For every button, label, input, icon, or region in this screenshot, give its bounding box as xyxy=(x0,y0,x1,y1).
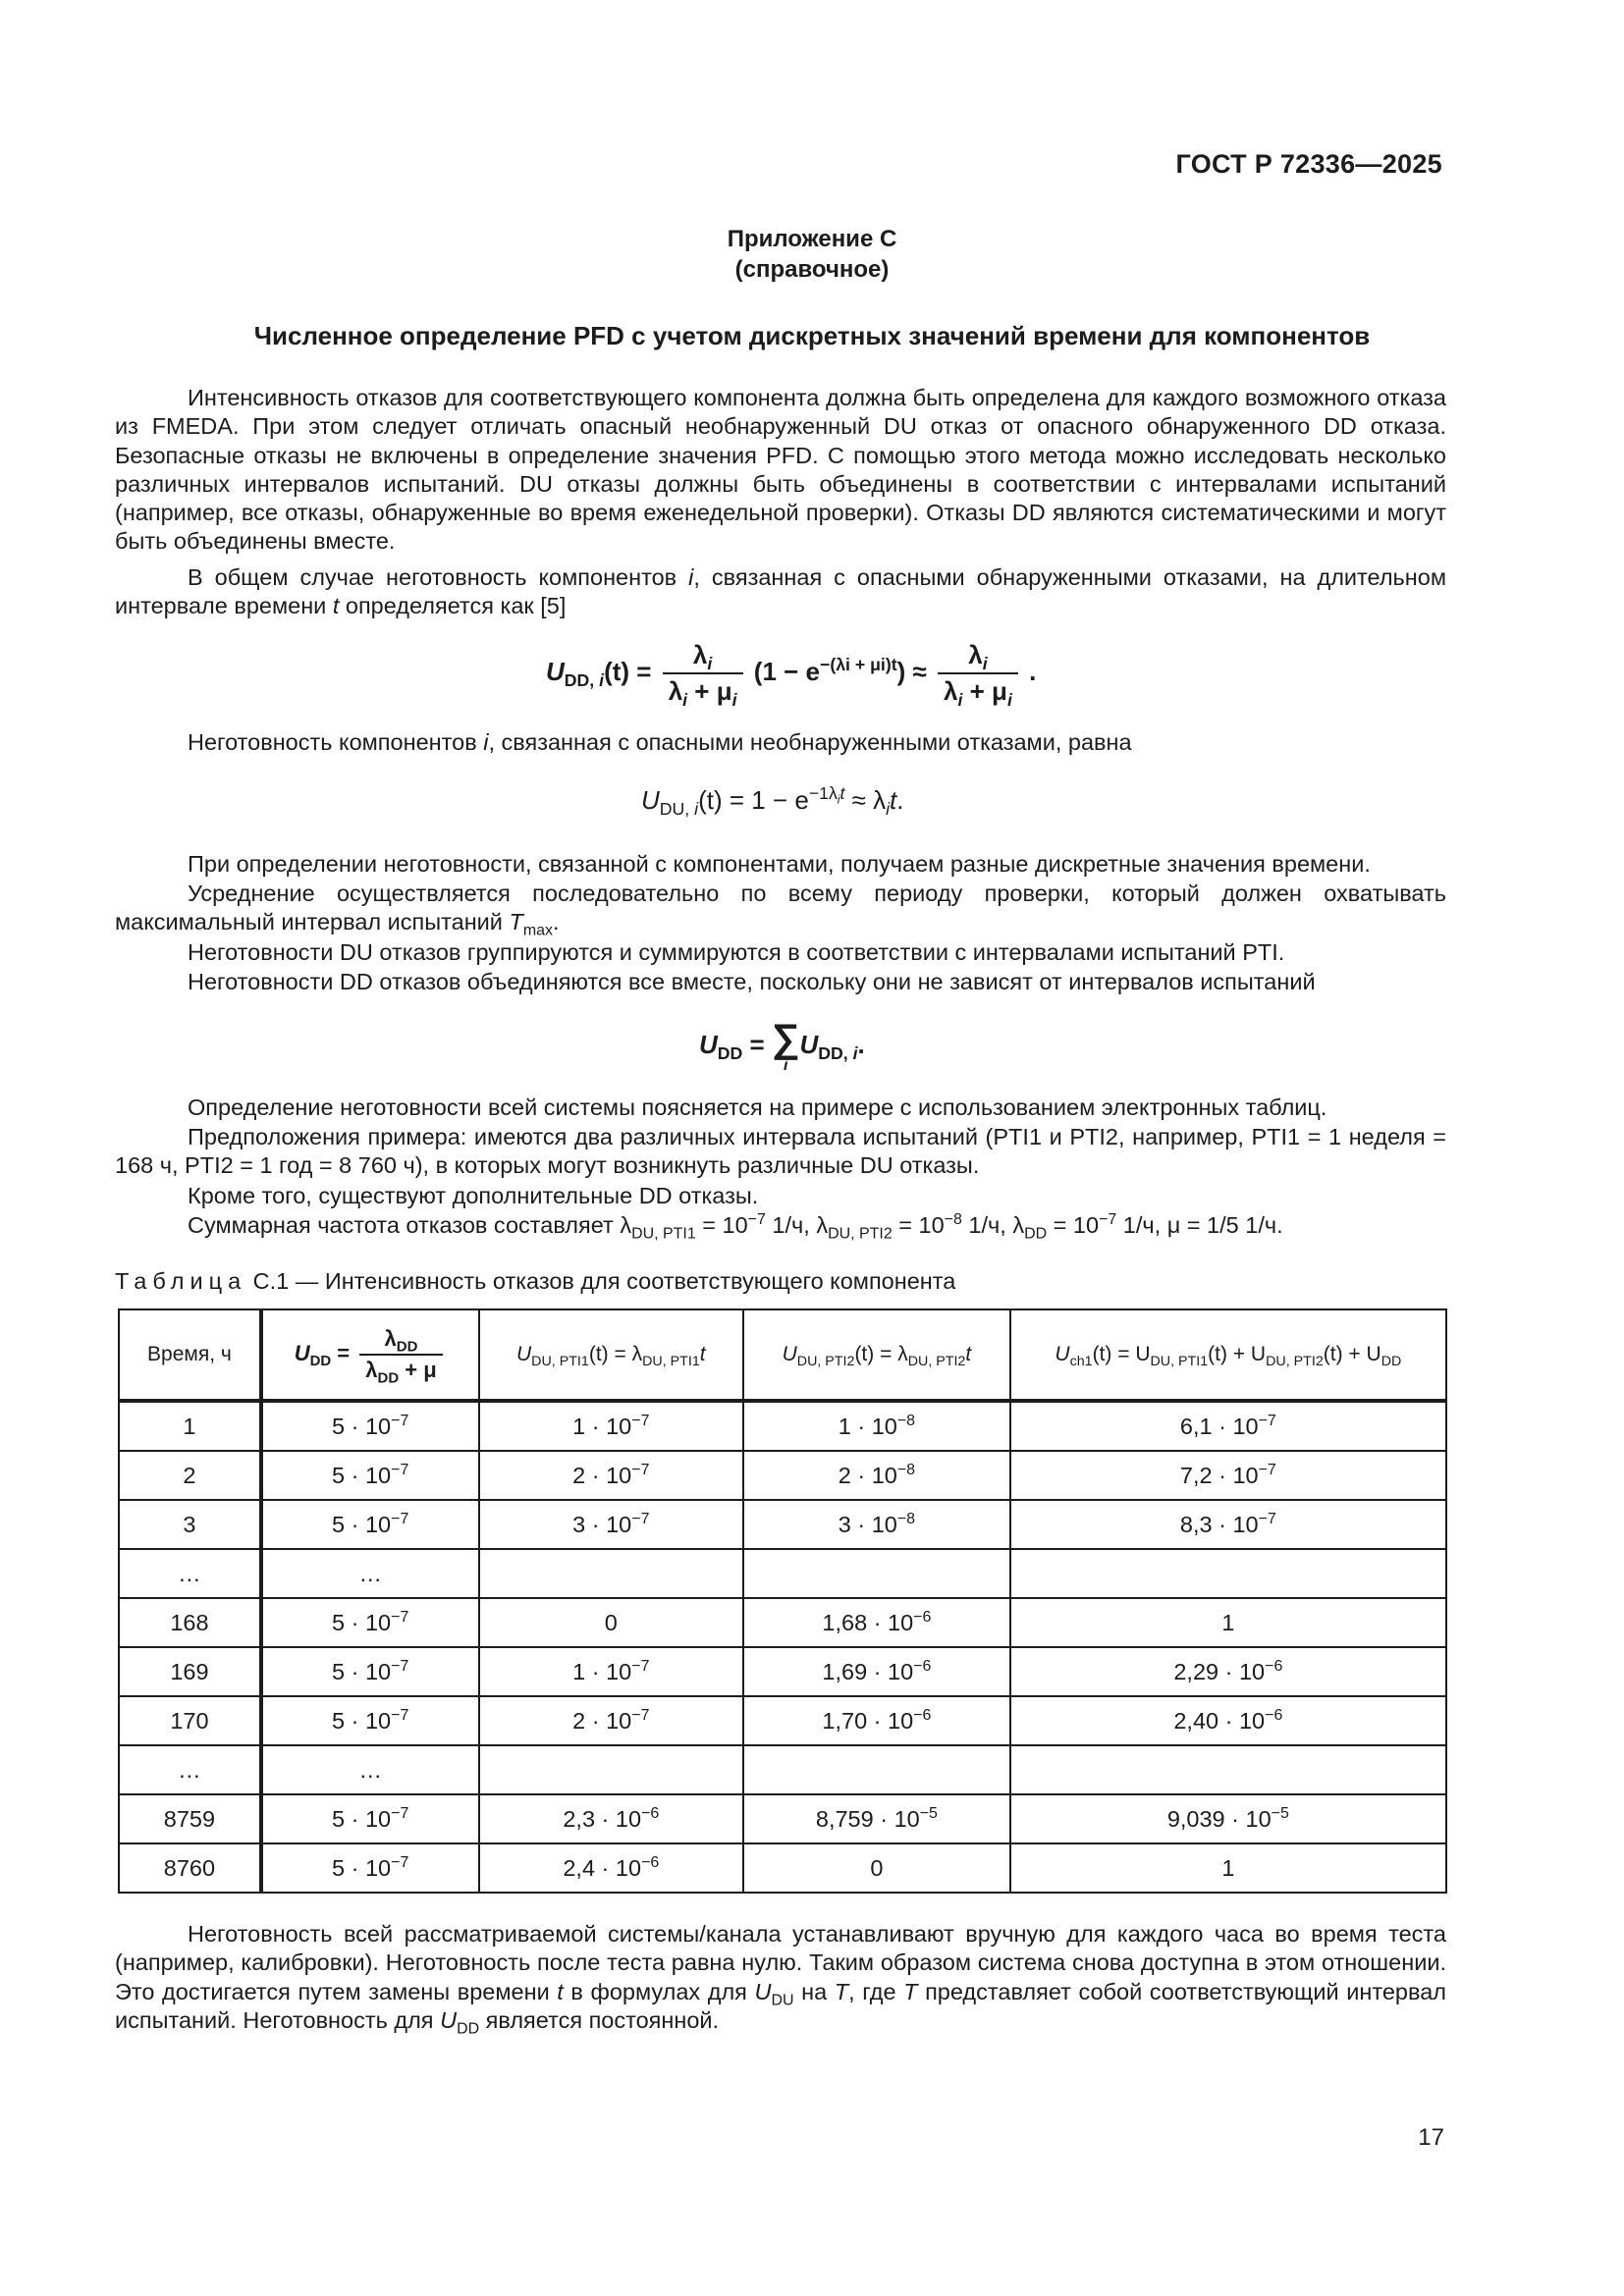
f1-num-sub: i xyxy=(707,654,713,674)
header-time: Время, ч xyxy=(119,1309,261,1401)
cell-exponent: −5 xyxy=(1271,1804,1289,1822)
text-run: 1/ч, xyxy=(1116,1212,1167,1238)
cell-mantissa: 5 · 10 xyxy=(332,1854,392,1881)
h3-sub: DU, PTI1 xyxy=(531,1354,589,1370)
header-udu-pti2 xyxy=(743,1309,1010,1401)
section-title: Численное определение PFD с учетом дискретных значений времени для компонентов xyxy=(253,321,1371,350)
f2-subi: i xyxy=(694,799,699,820)
cell-ch1 xyxy=(1010,1401,1446,1451)
cell-mantissa: 1,69 · 10 xyxy=(822,1658,914,1684)
cell-exponent: −7 xyxy=(391,1853,409,1871)
cell-exponent: −7 xyxy=(391,1461,409,1478)
h2-sub: DD xyxy=(309,1353,332,1370)
table-row xyxy=(119,1401,1446,1451)
cell-pti2 xyxy=(743,1647,1010,1696)
cell-udd xyxy=(261,1843,479,1893)
text-run: −7 xyxy=(747,1211,766,1229)
page-number: 17 xyxy=(1418,2124,1444,2151)
cell-exponent: −7 xyxy=(391,1657,409,1675)
f2-arg: (t) = 1 − e xyxy=(698,785,809,815)
cell-mantissa: 5 · 10 xyxy=(332,1658,392,1684)
table-row xyxy=(119,1843,1446,1893)
f1-num2: λ xyxy=(968,640,983,669)
paragraph-intro: Интенсивность отказов для соответствующего компонента должна быть определена для каждого возможного отказа из FMEDA. При этом следует отличать опасный необнаруженный DU отказ от опасного обнаруженного DD отказа. Безопасные отказы не включены в определение значения PFD. С помощью этого метода можно исследовать несколько различных интервалов испытаний. DU отказы должны быть объединены в соответствии с интервалами испытаний (например, все отказы, обнаруженные во время еженедельной проверки). Отказы DD являются систематическими и могут быть объединены вместе. xyxy=(115,385,1446,555)
cell-time: … xyxy=(119,1745,261,1794)
f3-sigma: ∑ xyxy=(771,1017,800,1060)
cell-mantissa: … xyxy=(358,1756,382,1783)
h5-s1: DU, PTI1 xyxy=(1150,1354,1209,1370)
f2-lsub: i xyxy=(886,799,891,820)
f3-sub: DD xyxy=(717,1043,743,1064)
cell-pti1 xyxy=(479,1843,744,1893)
h4-u: U xyxy=(782,1343,797,1365)
appendix-title: Приложение С xyxy=(727,226,897,252)
header-udu-pti1 xyxy=(479,1309,744,1401)
f1-den-musub: i xyxy=(731,690,737,711)
cell-udd xyxy=(261,1647,479,1696)
h5-u: U xyxy=(1055,1343,1070,1365)
cell-exponent: −6 xyxy=(913,1608,932,1626)
cell-mantissa: 7,2 · 10 xyxy=(1179,1462,1259,1488)
f3-idx: i xyxy=(783,1057,788,1074)
f3-end: . xyxy=(857,1029,865,1059)
cell-mantissa: 5 · 10 xyxy=(332,1707,392,1734)
cell-pti2 xyxy=(743,1500,1010,1549)
h2-eq: = xyxy=(331,1340,351,1365)
cell-udd xyxy=(261,1549,479,1598)
h3-u: U xyxy=(516,1343,532,1365)
cell-pti1 xyxy=(479,1500,744,1549)
text-run: 1/ч, xyxy=(961,1212,1013,1238)
cell-pti1 xyxy=(479,1794,744,1843)
cell-pti1 xyxy=(479,1647,744,1696)
cell-pti2 xyxy=(743,1598,1010,1647)
cell-mantissa: 3 · 10 xyxy=(572,1511,632,1537)
cell-mantissa: 9,039 · 10 xyxy=(1166,1805,1272,1832)
cell-exponent: −7 xyxy=(1258,1510,1276,1527)
paragraph-du-grouping: Неготовности DU отказов группируются и суммируются в соответствии с интервалами испытаний PTI. xyxy=(188,939,1285,965)
f1-end: . xyxy=(1029,656,1037,686)
caption-label: Таблица xyxy=(115,1268,247,1294)
f1-den2-lsub: i xyxy=(957,690,963,711)
cell-exponent: −6 xyxy=(913,1706,932,1724)
cell-mantissa: … xyxy=(358,1560,382,1586)
text-run: Суммарная частота отказов составляет xyxy=(188,1212,621,1238)
h5-b: (t) + U xyxy=(1208,1343,1267,1365)
text-run: представляет собой соответствующий интервал испытаний. Неготовность для xyxy=(115,1978,1446,2033)
cell-time: 2 xyxy=(119,1451,261,1500)
cell-exponent: −7 xyxy=(391,1608,409,1626)
cell-time: 168 xyxy=(119,1598,261,1647)
cell-pti1 xyxy=(479,1549,744,1598)
cell-ch1 xyxy=(1010,1696,1446,1745)
text-run: max xyxy=(522,922,553,939)
text-run: i xyxy=(483,729,489,755)
text-run: −7 xyxy=(1099,1211,1117,1229)
h4-t: t xyxy=(965,1343,972,1365)
cell-mantissa: 5 · 10 xyxy=(332,1511,392,1537)
cell-ch1 xyxy=(1010,1843,1446,1893)
f3-sub2: DD, xyxy=(818,1043,853,1064)
cell-pti1 xyxy=(479,1696,744,1745)
text-run: λ xyxy=(1012,1212,1025,1238)
cell-exponent: −5 xyxy=(919,1804,938,1822)
h4-mid: (t) = λ xyxy=(854,1343,908,1365)
h2-den: λ xyxy=(365,1358,378,1382)
cell-pti2 xyxy=(743,1549,1010,1598)
text-run: . xyxy=(552,909,560,935)
text-run: , связанная с опасными обнаруженными отказами, на длительном интервале времени xyxy=(115,564,1446,619)
cell-pti2 xyxy=(743,1794,1010,1843)
text-run: i xyxy=(688,564,694,590)
text-run: −8 xyxy=(944,1211,962,1229)
table-header-row xyxy=(119,1309,1446,1401)
f2-exp-b: i xyxy=(837,792,840,807)
text-run: = 10 xyxy=(695,1212,748,1238)
f1-fraction xyxy=(663,640,743,711)
cell-exponent: −7 xyxy=(631,1461,650,1478)
text-run: DD xyxy=(1024,1225,1048,1243)
cell-mantissa: 1 · 10 xyxy=(572,1413,632,1439)
text-run: μ xyxy=(1166,1212,1181,1238)
cell-mantissa: 6,1 · 10 xyxy=(1179,1413,1259,1439)
f1-arg: (t) = xyxy=(604,656,652,686)
text-run: T xyxy=(903,1978,918,2004)
cell-udd xyxy=(261,1401,479,1451)
f1-exp: −(λi + μi)t xyxy=(820,655,897,675)
f2-exp-a: −1λ xyxy=(808,783,838,804)
table-caption xyxy=(115,1268,955,1295)
h5-sub: ch1 xyxy=(1069,1354,1093,1370)
text-run: = 10 xyxy=(1047,1212,1100,1238)
header-udd xyxy=(261,1309,479,1401)
standard-number: ГОСТ Р 72336—2025 xyxy=(1175,149,1442,179)
f1-den-lsub: i xyxy=(682,690,688,711)
cell-exponent: −6 xyxy=(1265,1657,1283,1675)
cell-ch1 xyxy=(1010,1451,1446,1500)
cell-exponent: −7 xyxy=(391,1804,409,1822)
f3-eq: = xyxy=(742,1029,772,1059)
cell-exponent: −7 xyxy=(391,1510,409,1527)
paragraph-averaging xyxy=(115,880,1446,937)
text-run: = 1/5 1/ч. xyxy=(1180,1212,1283,1238)
f1-den2-musub: i xyxy=(1006,690,1012,711)
cell-pti2 xyxy=(743,1451,1010,1500)
f1-lhs: U xyxy=(546,656,565,686)
cell-exponent: −6 xyxy=(641,1804,660,1822)
f1-den2-l: λ xyxy=(943,676,958,706)
cell-mantissa: 2,3 · 10 xyxy=(563,1805,642,1832)
cell-time: 169 xyxy=(119,1647,261,1696)
cell-mantissa: 5 · 10 xyxy=(332,1805,392,1832)
cell-ch1 xyxy=(1010,1745,1446,1794)
cell-exponent: −8 xyxy=(896,1510,916,1527)
f1-den2-plus: + xyxy=(962,676,993,706)
cell-mantissa: 2,40 · 10 xyxy=(1173,1707,1266,1734)
cell-pti2 xyxy=(743,1401,1010,1451)
cell-pti1 xyxy=(479,1401,744,1451)
h4-sub: DU, PTI2 xyxy=(796,1354,855,1370)
header-uch1 xyxy=(1010,1309,1446,1401)
cell-pti1 xyxy=(479,1745,744,1794)
cell-ch1 xyxy=(1010,1500,1446,1549)
h2-den-sub: DD xyxy=(377,1369,400,1387)
formula-udd-i xyxy=(546,640,1037,711)
h5-c: (t) + U xyxy=(1323,1343,1381,1365)
f1-fraction-2 xyxy=(938,640,1018,711)
table-row xyxy=(119,1794,1446,1843)
cell-exponent: −7 xyxy=(631,1412,650,1429)
paragraph-dd-combining: Неготовности DD отказов объединяются все вместе, поскольку они не зависят от интервалов испытаний xyxy=(188,969,1316,994)
cell-mantissa: 2,29 · 10 xyxy=(1173,1658,1266,1684)
table-row xyxy=(119,1451,1446,1500)
cell-pti2 xyxy=(743,1745,1010,1794)
paragraph-example-intro: Определение неготовности всей системы поясняется на примере с использованием электронных таблиц. xyxy=(188,1095,1327,1120)
sum-symbol xyxy=(772,1019,800,1074)
cell-ch1 xyxy=(1010,1647,1446,1696)
cell-pti2 xyxy=(743,1696,1010,1745)
f2-end: . xyxy=(896,785,904,815)
text-run: является постоянной. xyxy=(479,2006,720,2033)
f1-den-plus: + xyxy=(687,676,717,706)
paragraph-failure-rates xyxy=(115,1211,1446,1243)
table-row xyxy=(119,1696,1446,1745)
cell-exponent: −7 xyxy=(391,1706,409,1724)
table-row xyxy=(119,1647,1446,1696)
failure-rate-table xyxy=(118,1308,1447,1894)
h2-den-rest: + μ xyxy=(399,1358,437,1382)
f1-num: λ xyxy=(692,640,708,669)
h3-lsub: DU, PTI1 xyxy=(642,1354,700,1370)
h3-mid: (t) = λ xyxy=(588,1343,643,1365)
cell-ch1 xyxy=(1010,1598,1446,1647)
text-run: t xyxy=(557,1978,564,2004)
cell-mantissa: 2 · 10 xyxy=(572,1462,632,1488)
text-run: DU xyxy=(771,1992,794,2009)
text-run: Неготовность компонентов xyxy=(188,729,484,755)
h5-s2: DU, PTI2 xyxy=(1266,1354,1324,1370)
cell-mantissa: 5 · 10 xyxy=(332,1413,392,1439)
table-row xyxy=(119,1598,1446,1647)
text-run: Усреднение осуществляется последовательно по всему периоду проверки, который должен охватывать максимальный интервал испытаний xyxy=(115,881,1446,935)
text-run: , где xyxy=(848,1978,904,2004)
table-row xyxy=(119,1745,1446,1794)
cell-exponent: −6 xyxy=(913,1657,932,1675)
cell-udd xyxy=(261,1696,479,1745)
cell-udd xyxy=(261,1745,479,1794)
h4-lsub: DU, PTI2 xyxy=(907,1354,966,1370)
cell-exponent: −6 xyxy=(1265,1706,1283,1724)
f2-sub: DU, xyxy=(659,799,695,820)
cell-exponent: −6 xyxy=(641,1853,660,1871)
text-run: λ xyxy=(620,1212,632,1238)
cell-mantissa: 8,3 · 10 xyxy=(1179,1511,1259,1537)
paragraph-dd-unavailability xyxy=(115,563,1446,621)
h5-a: (t) = U xyxy=(1092,1343,1151,1365)
cell-exponent: −7 xyxy=(1258,1461,1276,1478)
cell-time: … xyxy=(119,1549,261,1598)
cell-exponent: −7 xyxy=(631,1706,650,1724)
cell-time: 1 xyxy=(119,1401,261,1451)
text-run: В общем случае неготовность компонентов xyxy=(188,564,689,590)
appendix-subtitle: (справочное) xyxy=(734,256,890,283)
text-run: на xyxy=(793,1978,835,2004)
cell-mantissa: 2 · 10 xyxy=(838,1462,897,1488)
cell-mantissa: 2,4 · 10 xyxy=(563,1854,642,1881)
cell-exponent: −8 xyxy=(896,1412,916,1429)
h2-num-sub: DD xyxy=(396,1338,418,1356)
cell-exponent: −7 xyxy=(631,1657,650,1675)
cell-time: 8760 xyxy=(119,1843,261,1893)
cell-mantissa: 8,759 · 10 xyxy=(815,1805,920,1832)
f2-approx: ≈ λ xyxy=(844,785,887,815)
cell-ch1 xyxy=(1010,1794,1446,1843)
paragraph-extra-dd: Кроме того, существуют дополнительные DD отказы. xyxy=(188,1183,759,1208)
cell-pti1 xyxy=(479,1598,744,1647)
f1-num2-sub: i xyxy=(982,654,988,674)
f1-den-mu: μ xyxy=(716,676,732,706)
cell-mantissa: 0 xyxy=(604,1609,618,1635)
text-run: DD xyxy=(457,2020,480,2038)
f1-lhs-sub: DD, xyxy=(564,670,600,691)
cell-udd xyxy=(261,1500,479,1549)
cell-mantissa: 0 xyxy=(870,1854,884,1881)
text-run: T xyxy=(834,1978,849,2004)
text-run: DU, PTI1 xyxy=(631,1225,696,1243)
cell-udd xyxy=(261,1451,479,1500)
cell-ch1 xyxy=(1010,1549,1446,1598)
cell-mantissa: 1,68 · 10 xyxy=(822,1609,914,1635)
f1-den-l: λ xyxy=(668,676,683,706)
f2-t: t xyxy=(890,785,897,815)
cell-pti2 xyxy=(743,1843,1010,1893)
h2-fraction xyxy=(359,1326,442,1387)
cell-exponent: −7 xyxy=(391,1412,409,1429)
f2-u: U xyxy=(641,785,660,815)
f3-u: U xyxy=(699,1029,718,1059)
cell-udd xyxy=(261,1598,479,1647)
f1-mid: (1 − e xyxy=(753,656,821,686)
f3-u2: U xyxy=(799,1029,819,1059)
text-run: U xyxy=(440,2006,458,2033)
text-run: определяется как [5] xyxy=(339,593,567,619)
text-run: 1/ч, xyxy=(765,1212,817,1238)
paragraph-system-unavailability xyxy=(115,1920,1446,2038)
h5-s3: DD xyxy=(1380,1354,1402,1370)
h2-u: U xyxy=(294,1340,310,1365)
caption-text: С.1 — Интенсивность отказов для соответствующего компонента xyxy=(246,1268,956,1294)
paragraph-example-assumptions: Предположения примера: имеются два различных интервала испытаний (PTI1 и PTI2, например, PTI1 = 1 неделя = 168 ч, PTI2 = 1 год = 8 760 ч), в которых могут возникнуть различные DU отказы. xyxy=(115,1124,1446,1179)
h3-t: t xyxy=(699,1343,706,1365)
table-row xyxy=(119,1549,1446,1598)
cell-mantissa: 5 · 10 xyxy=(332,1609,392,1635)
f1-close: ) ≈ xyxy=(896,656,927,686)
cell-time: 3 xyxy=(119,1500,261,1549)
cell-pti1 xyxy=(479,1451,744,1500)
text-run: в формулах для xyxy=(563,1978,755,2004)
cell-mantissa: 2 · 10 xyxy=(572,1707,632,1734)
text-run: t xyxy=(332,593,340,619)
cell-mantissa: 1 · 10 xyxy=(838,1413,897,1439)
cell-mantissa: 1 · 10 xyxy=(572,1658,632,1684)
cell-mantissa: 1 xyxy=(1221,1609,1235,1635)
f3-sub2i: i xyxy=(852,1043,858,1064)
cell-udd xyxy=(261,1794,479,1843)
paragraph-discrete-times: При определении неготовности, связанной с компонентами, получаем разные дискретные значения времени. xyxy=(188,851,1371,877)
cell-mantissa: 1 xyxy=(1221,1854,1235,1881)
text-run: λ xyxy=(816,1212,829,1238)
cell-mantissa: 3 · 10 xyxy=(838,1511,897,1537)
cell-mantissa: 1,70 · 10 xyxy=(822,1707,914,1734)
cell-time: 170 xyxy=(119,1696,261,1745)
f2-exp-c: t xyxy=(839,783,845,804)
text-run: DU, PTI2 xyxy=(828,1225,893,1243)
paragraph-du-unavailability xyxy=(115,728,1446,757)
cell-exponent: −8 xyxy=(896,1461,916,1478)
cell-exponent: −7 xyxy=(1258,1412,1276,1429)
f1-lhs-subi: i xyxy=(599,670,605,691)
text-run: , связанная с опасными необнаруженными отказами, равна xyxy=(488,729,1132,755)
formula-udu-i xyxy=(641,783,904,820)
formula-udd-sum xyxy=(699,1019,865,1074)
cell-time: 8759 xyxy=(119,1794,261,1843)
f1-den2-mu: μ xyxy=(992,676,1007,706)
text-run: = 10 xyxy=(892,1212,945,1238)
text-run: T xyxy=(509,909,523,935)
h2-num: λ xyxy=(384,1326,397,1351)
cell-exponent: −7 xyxy=(631,1510,650,1527)
text-run: Неготовность всей рассматриваемой системы/канала устанавливают вручную для каждого часа во время теста (например, калибровки). Неготовность после теста равна нулю. Таким образом система снова доступна в этом отношении. Это достигается путем замены времени xyxy=(115,1921,1446,2004)
cell-mantissa: 5 · 10 xyxy=(332,1462,392,1488)
table-row xyxy=(119,1500,1446,1549)
text-run: U xyxy=(754,1978,772,2004)
